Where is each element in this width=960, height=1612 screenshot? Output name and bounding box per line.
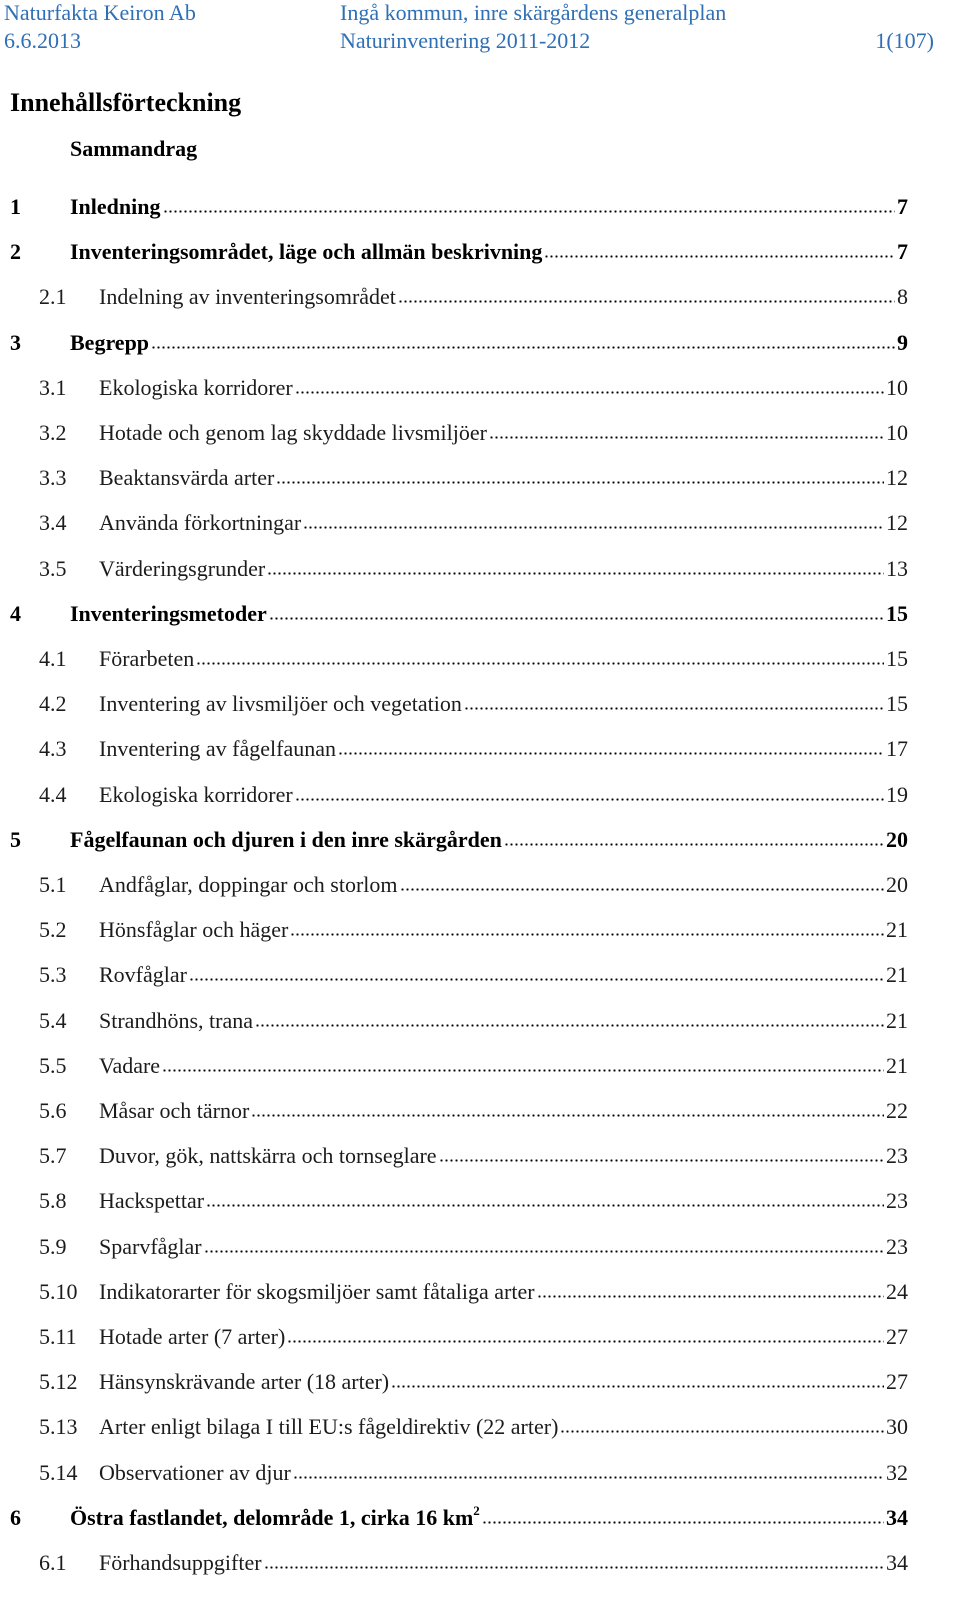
toc-entry-page[interactable]: 24 bbox=[886, 1278, 908, 1304]
toc-entry-page[interactable]: 21 bbox=[886, 962, 908, 988]
toc-entry-line bbox=[99, 962, 908, 988]
toc-entry[interactable] bbox=[0, 732, 960, 766]
header-date: 6.6.2013 bbox=[4, 28, 81, 53]
toc-entry-title-text: Arter enligt bilaga I till EU:s fågeldirektiv (22 arter) bbox=[99, 1414, 559, 1440]
toc-entry[interactable] bbox=[0, 190, 960, 224]
toc-entry[interactable] bbox=[0, 868, 960, 902]
toc-entry-title[interactable] bbox=[70, 239, 542, 265]
toc-entry-title-text: Hotade arter (7 arter) bbox=[99, 1324, 286, 1349]
toc-entry-page[interactable]: 34 bbox=[886, 1550, 908, 1575]
toc-entry-title-text: Inventeringsmetoder bbox=[70, 600, 267, 626]
toc-entry-number: 3.4 bbox=[39, 510, 67, 536]
toc-entry-title[interactable] bbox=[99, 962, 187, 988]
toc-entry-page[interactable]: 17 bbox=[886, 736, 908, 762]
toc-entry[interactable] bbox=[0, 778, 960, 812]
dot-leader bbox=[196, 662, 884, 665]
dot-leader bbox=[544, 255, 895, 258]
toc-entry[interactable] bbox=[0, 1365, 960, 1399]
toc-entry-number: 5.11 bbox=[39, 1324, 77, 1349]
toc-entry-line bbox=[70, 239, 908, 265]
toc-entry-number: 4.4 bbox=[39, 781, 67, 807]
toc-entry-title-text: Indikatorarter för skogsmiljöer samt fåtaliga arter bbox=[99, 1278, 535, 1304]
toc-entry-title-text: Hönsfåglar och häger bbox=[99, 917, 289, 943]
dot-leader bbox=[251, 1114, 884, 1117]
dot-leader bbox=[255, 1024, 884, 1027]
toc-entry-title-text: Inventeringsområdet, läge och allmän beskrivning bbox=[70, 239, 543, 265]
toc-entry[interactable] bbox=[0, 597, 960, 631]
toc-entry-line bbox=[99, 556, 908, 582]
dot-leader bbox=[269, 617, 884, 620]
dot-leader bbox=[482, 1521, 884, 1524]
toc-entry-line bbox=[99, 1053, 908, 1079]
toc-entry-page[interactable]: 23 bbox=[886, 1143, 908, 1169]
dot-leader bbox=[276, 481, 884, 484]
toc-entry-line bbox=[99, 1550, 908, 1576]
dot-leader bbox=[293, 1476, 884, 1479]
toc-entry-number: 2 bbox=[10, 239, 21, 265]
toc-entry-page[interactable]: 21 bbox=[886, 917, 908, 943]
toc-entry-title-text: Östra fastlandet, delområde 1, cirka 16 km bbox=[70, 1504, 474, 1530]
toc-entry-title[interactable] bbox=[70, 827, 502, 853]
dot-leader bbox=[189, 978, 884, 981]
toc-entry-line bbox=[99, 1279, 908, 1305]
toc-entry-number: 5.1 bbox=[39, 872, 67, 897]
dot-leader bbox=[264, 1566, 884, 1569]
toc-entry-page[interactable]: 20 bbox=[886, 872, 908, 897]
toc-entry-page[interactable]: 23 bbox=[886, 1188, 908, 1214]
toc-entry-title-text: Fågelfaunan och djuren i den inre skärgården bbox=[70, 826, 502, 852]
toc-entry-title[interactable] bbox=[99, 510, 301, 536]
dot-leader bbox=[206, 1204, 884, 1207]
dot-leader bbox=[151, 346, 895, 349]
toc-entry-line bbox=[99, 782, 908, 808]
toc-entry-line bbox=[70, 601, 908, 627]
toc-entry-title[interactable] bbox=[99, 736, 336, 762]
toc-entry-line bbox=[70, 194, 908, 220]
toc-entry-page[interactable]: 12 bbox=[886, 465, 908, 491]
toc-entry-title[interactable] bbox=[99, 917, 288, 943]
toc-entry[interactable] bbox=[0, 1049, 960, 1083]
toc-entry[interactable] bbox=[0, 913, 960, 947]
toc-entry-line bbox=[99, 736, 908, 762]
toc-title: Innehållsförteckning bbox=[10, 88, 242, 117]
toc-summary-link[interactable]: Sammandrag bbox=[70, 136, 198, 161]
toc-entry-title-text: Beaktansvärda arter bbox=[99, 465, 275, 491]
toc-entry-page[interactable]: 10 bbox=[886, 420, 908, 445]
toc-entry-number: 5 bbox=[10, 826, 21, 852]
dot-leader bbox=[295, 798, 884, 801]
header-page-number: 1(107) bbox=[875, 28, 934, 53]
toc-entry-title-text: Ekologiska korridorer bbox=[99, 781, 293, 807]
toc-entry-title-text: Hackspettar bbox=[99, 1188, 205, 1214]
toc-entry-page[interactable]: 21 bbox=[886, 1052, 908, 1078]
toc-entry-number: 5.7 bbox=[39, 1143, 67, 1169]
toc-entry-title[interactable] bbox=[99, 782, 293, 808]
toc-entry[interactable] bbox=[0, 1501, 960, 1535]
toc-entry-line bbox=[99, 420, 908, 446]
toc-entry-number: 3.2 bbox=[39, 420, 67, 445]
toc-entry[interactable] bbox=[0, 235, 960, 269]
dot-leader bbox=[391, 1385, 884, 1388]
toc-entry-number: 3 bbox=[10, 329, 21, 355]
toc-entry-title[interactable] bbox=[99, 1460, 291, 1486]
toc-entry-title-text: Rovfåglar bbox=[99, 962, 187, 988]
toc-entry-line bbox=[70, 330, 908, 356]
header-subtitle: Naturinventering 2011-2012 bbox=[340, 28, 591, 53]
toc-entry-line bbox=[99, 917, 908, 943]
dot-leader bbox=[338, 752, 884, 755]
toc-entry-page[interactable]: 27 bbox=[886, 1324, 908, 1349]
dot-leader bbox=[303, 526, 884, 529]
toc-entry-title[interactable] bbox=[99, 1324, 285, 1350]
toc-entry-line bbox=[99, 1098, 908, 1124]
toc-entry-page[interactable]: 15 bbox=[886, 691, 908, 717]
toc-entry-number: 5.6 bbox=[39, 1098, 67, 1123]
toc-entry-line bbox=[70, 1502, 908, 1531]
toc-entry-title-text: Inventering av fågelfaunan bbox=[99, 736, 336, 762]
toc-entry-title-text: Duvor, gök, nattskärra och tornseglare bbox=[99, 1143, 437, 1169]
toc-entry-title-text: Värderingsgrunder bbox=[99, 555, 266, 581]
toc-entry[interactable] bbox=[0, 642, 960, 676]
toc-entry-page[interactable]: 32 bbox=[886, 1459, 908, 1485]
toc-entry-number: 3.5 bbox=[39, 555, 67, 581]
toc-entry-number: 5.8 bbox=[39, 1188, 67, 1214]
toc-entry-superscript: 2 bbox=[473, 1502, 480, 1518]
toc-entry-number: 4.1 bbox=[39, 646, 67, 671]
toc-entry-title-text: Förarbeten bbox=[99, 646, 195, 671]
toc-entry-line bbox=[99, 1324, 908, 1350]
toc-entry[interactable] bbox=[0, 1184, 960, 1218]
dot-leader bbox=[162, 1069, 884, 1072]
toc-entry-title[interactable] bbox=[70, 194, 161, 220]
toc-entry-title[interactable] bbox=[99, 556, 265, 582]
toc-entry-number: 5.12 bbox=[39, 1369, 78, 1395]
toc-entry-title-text: Ekologiska korridorer bbox=[99, 374, 293, 400]
toc-entry-line bbox=[99, 1188, 908, 1214]
toc-entry-page[interactable]: 9 bbox=[897, 329, 908, 355]
toc-entry-line bbox=[99, 1234, 908, 1260]
toc-entry-title-text: Observationer av djur bbox=[99, 1459, 291, 1485]
toc-entry[interactable] bbox=[0, 1456, 960, 1490]
dot-leader bbox=[163, 210, 896, 213]
toc-entry[interactable] bbox=[0, 1094, 960, 1128]
toc-entry-number: 4.2 bbox=[39, 691, 67, 717]
toc-entry[interactable] bbox=[0, 461, 960, 495]
toc-entry-title-text: Måsar och tärnor bbox=[99, 1098, 250, 1123]
toc-entry-number: 5.3 bbox=[39, 962, 67, 988]
toc-entry-page[interactable]: 8 bbox=[897, 284, 908, 310]
toc-entry-page[interactable]: 27 bbox=[886, 1369, 908, 1395]
toc-entry-title-text: Använda förkortningar bbox=[99, 510, 302, 536]
toc-entry[interactable] bbox=[0, 1275, 960, 1309]
toc-entry-title[interactable] bbox=[70, 1502, 480, 1531]
toc-entry-number: 1 bbox=[10, 194, 21, 219]
toc-entry[interactable] bbox=[0, 1139, 960, 1173]
toc-entry-page[interactable]: 34 bbox=[886, 1504, 908, 1530]
toc-entry-line bbox=[99, 1460, 908, 1486]
dot-leader bbox=[204, 1250, 884, 1253]
toc-entry[interactable] bbox=[0, 1230, 960, 1264]
toc-entry-number: 5.4 bbox=[39, 1007, 67, 1033]
toc-entry-line bbox=[99, 284, 908, 310]
toc-entry-line bbox=[99, 1143, 908, 1169]
dot-leader bbox=[504, 843, 884, 846]
dot-leader bbox=[398, 300, 895, 303]
header-company: Naturfakta Keiron Ab bbox=[4, 0, 196, 25]
toc-entry-title-text: Hotade och genom lag skyddade livsmiljöer bbox=[99, 420, 487, 445]
toc-entry-line bbox=[99, 646, 908, 672]
toc-entry-title-text: Sparvfåglar bbox=[99, 1233, 202, 1259]
toc-entry-number: 5.5 bbox=[39, 1052, 67, 1078]
toc-entry[interactable] bbox=[0, 1410, 960, 1444]
header-project: Ingå kommun, inre skärgårdens generalplan bbox=[340, 0, 727, 25]
dot-leader bbox=[400, 888, 885, 891]
toc-entry[interactable] bbox=[0, 1546, 960, 1580]
toc-entry-number: 4.3 bbox=[39, 736, 67, 762]
toc-entry[interactable] bbox=[0, 280, 960, 314]
toc-entry-title-text: Andfåglar, doppingar och storlom bbox=[99, 872, 398, 897]
dot-leader bbox=[290, 933, 884, 936]
toc-entry[interactable] bbox=[0, 416, 960, 450]
toc-entry-number: 5.10 bbox=[39, 1278, 78, 1304]
toc-entry-title-text: Inventering av livsmiljöer och vegetation bbox=[99, 691, 462, 717]
toc-entry-page[interactable]: 12 bbox=[886, 510, 908, 536]
toc-entry-title[interactable] bbox=[99, 1414, 558, 1440]
toc-entry-title[interactable] bbox=[99, 1550, 262, 1576]
toc-entry-line bbox=[99, 1008, 908, 1034]
toc-entry[interactable] bbox=[0, 552, 960, 586]
toc-entry-title-text: Vadare bbox=[99, 1052, 161, 1078]
toc-entry-title[interactable] bbox=[99, 1369, 389, 1395]
toc-entry-number: 6.1 bbox=[39, 1550, 67, 1575]
toc-entry-line bbox=[99, 872, 908, 898]
toc-entry-number: 3.1 bbox=[39, 374, 67, 400]
toc-entry[interactable] bbox=[0, 1004, 960, 1038]
toc-entry-title[interactable] bbox=[99, 872, 398, 898]
toc-entry[interactable] bbox=[0, 823, 960, 857]
toc-entry-number: 6 bbox=[10, 1504, 21, 1530]
toc-entry-number: 5.14 bbox=[39, 1459, 78, 1485]
toc-entry-title[interactable] bbox=[99, 1008, 253, 1034]
toc-entry-number: 4 bbox=[10, 600, 21, 626]
toc-entry-page[interactable]: 23 bbox=[886, 1233, 908, 1259]
toc-entry-title[interactable] bbox=[99, 1098, 249, 1124]
toc-entry-page[interactable]: 20 bbox=[886, 826, 908, 852]
toc-entry-line bbox=[70, 827, 908, 853]
toc-entry-page[interactable]: 21 bbox=[886, 1007, 908, 1033]
toc-entry[interactable] bbox=[0, 687, 960, 721]
toc-entry-title-text: Strandhöns, trana bbox=[99, 1007, 253, 1033]
toc-entry-page[interactable]: 15 bbox=[886, 600, 908, 626]
toc-entry-line bbox=[99, 465, 908, 491]
toc-entry-title-text: Begrepp bbox=[70, 329, 150, 355]
toc-entry-page[interactable]: 10 bbox=[886, 374, 908, 400]
toc-entry-number: 5.9 bbox=[39, 1233, 67, 1259]
toc-entry-title[interactable] bbox=[99, 465, 274, 491]
toc-entry-number: 5.2 bbox=[39, 917, 67, 943]
toc-entry-line bbox=[99, 1369, 908, 1395]
toc-entry-title[interactable] bbox=[99, 1053, 160, 1079]
toc-entry-title[interactable] bbox=[99, 1234, 202, 1260]
toc-entry-line bbox=[99, 510, 908, 536]
toc-entry-title[interactable] bbox=[99, 691, 462, 717]
dot-leader bbox=[439, 1159, 884, 1162]
toc-entry-page[interactable]: 15 bbox=[886, 646, 908, 671]
toc-entry-title[interactable] bbox=[99, 1143, 437, 1169]
toc-entry-title[interactable] bbox=[70, 330, 149, 356]
toc-entry-title[interactable] bbox=[99, 284, 396, 310]
toc-entry-title[interactable] bbox=[99, 1279, 535, 1305]
toc-entry-line bbox=[99, 375, 908, 401]
toc-entry[interactable] bbox=[0, 1320, 960, 1354]
toc-entry-title[interactable] bbox=[99, 420, 487, 446]
dot-leader bbox=[560, 1430, 884, 1433]
toc-entry[interactable] bbox=[0, 371, 960, 405]
toc-entry[interactable] bbox=[0, 506, 960, 540]
dot-leader bbox=[464, 707, 884, 710]
toc-entry-page[interactable]: 7 bbox=[897, 239, 908, 265]
toc-entry-title[interactable] bbox=[70, 601, 267, 627]
toc-entry[interactable] bbox=[0, 326, 960, 360]
toc-entry-title-text: Förhandsuppgifter bbox=[99, 1550, 262, 1575]
toc-entry-title[interactable] bbox=[99, 1188, 204, 1214]
dot-leader bbox=[267, 572, 884, 575]
toc-entry[interactable] bbox=[0, 958, 960, 992]
toc-entry-title-text: Indelning av inventeringsområdet bbox=[99, 284, 396, 310]
toc-entry-title[interactable] bbox=[99, 646, 194, 672]
toc-entry-page[interactable]: 7 bbox=[897, 194, 908, 219]
dot-leader bbox=[537, 1295, 884, 1298]
toc-entry-title[interactable] bbox=[99, 375, 293, 401]
toc-entry-page[interactable]: 19 bbox=[886, 781, 908, 807]
toc-entry-title-text: Inledning bbox=[70, 194, 161, 219]
dot-leader bbox=[295, 391, 884, 394]
dot-leader bbox=[489, 436, 884, 439]
toc-entry-page[interactable]: 22 bbox=[886, 1098, 908, 1123]
dot-leader bbox=[287, 1340, 884, 1343]
toc-entry-page[interactable]: 13 bbox=[886, 555, 908, 581]
toc-entry-line bbox=[99, 1414, 908, 1440]
toc-entry-number: 5.13 bbox=[39, 1414, 78, 1440]
toc-entry-title-text: Hänsynskrävande arter (18 arter) bbox=[99, 1369, 390, 1395]
toc-entry-page[interactable]: 30 bbox=[886, 1414, 908, 1440]
toc-entry-number: 2.1 bbox=[39, 284, 67, 310]
toc-entry-line bbox=[99, 691, 908, 717]
toc-entry-number: 3.3 bbox=[39, 465, 67, 491]
